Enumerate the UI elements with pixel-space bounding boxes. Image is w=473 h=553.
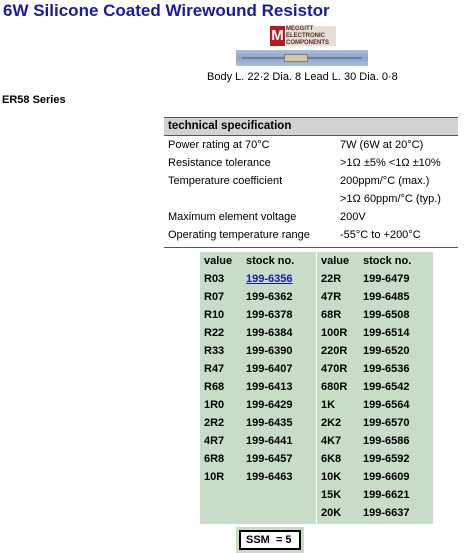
resistance-value: 47R xyxy=(321,291,342,303)
stock-number: 199-6479 xyxy=(363,273,410,285)
dimensions-text: Body L. 22·2 Dia. 8 Lead L. 30 Dia. 0·8 xyxy=(207,71,398,83)
resistor-body xyxy=(284,54,308,62)
stock-number: 199-6514 xyxy=(363,327,410,339)
spec-value: 7W (6W at 20°C) xyxy=(340,139,424,151)
series-heading: ER58 Series xyxy=(2,94,66,106)
stock-row xyxy=(200,324,316,342)
resistance-value: 680R xyxy=(321,381,348,393)
resistance-value: R07 xyxy=(204,291,225,303)
stock-row xyxy=(317,432,433,450)
spec-rows xyxy=(164,136,458,244)
logo-line: MEGGITT xyxy=(286,25,314,32)
stock-number: 199-6637 xyxy=(363,507,410,519)
stock-left-rows xyxy=(200,270,316,486)
stock-number: 199-6592 xyxy=(363,453,410,465)
resistor-image xyxy=(236,50,368,66)
resistance-value: 4R7 xyxy=(204,435,225,447)
stock-row xyxy=(317,414,433,432)
resistance-value: 68R xyxy=(321,309,342,321)
page-title: 6W Silicone Coated Wirewound Resistor xyxy=(3,1,330,20)
spec-value: >1Ω ±5% <1Ω ±10% xyxy=(340,157,441,169)
stock-number: 199-6390 xyxy=(246,345,293,357)
spec-label: Maximum element voltage xyxy=(168,211,297,223)
stock-row xyxy=(317,504,433,522)
stock-number: 199-6520 xyxy=(363,345,410,357)
spec-value: >1Ω 60ppm/°C (typ.) xyxy=(340,193,441,205)
resistance-value: 4K7 xyxy=(321,435,342,447)
stock-number: 199-6586 xyxy=(363,435,410,447)
stock-number: 199-6536 xyxy=(363,363,410,375)
stock-row xyxy=(317,378,433,396)
resistance-value: 20K xyxy=(321,507,342,519)
resistor-lead-right xyxy=(308,57,362,59)
spec-heading: technical specification xyxy=(164,117,458,136)
stock-number: 199-6508 xyxy=(363,309,410,321)
spec-label: Resistance tolerance xyxy=(168,157,271,169)
spec-row xyxy=(164,136,458,154)
resistance-value: R10 xyxy=(204,309,225,321)
stock-row xyxy=(317,486,433,504)
spec-label: Power rating at 70°C xyxy=(168,139,270,151)
logo-text xyxy=(286,26,336,46)
stock-number: 199-6570 xyxy=(363,417,410,429)
ssm-box: SSM = 5 xyxy=(239,530,301,550)
resistance-value: 10R xyxy=(204,471,225,483)
spec-row xyxy=(164,154,458,172)
stock-number: 199-6485 xyxy=(363,291,410,303)
stock-header: stock no. xyxy=(246,255,295,267)
stock-table-right xyxy=(317,252,433,524)
resistance-value: 1R0 xyxy=(204,399,225,411)
technical-spec-table xyxy=(164,117,458,248)
stock-number: 199-6609 xyxy=(363,471,410,483)
stock-row xyxy=(317,270,433,288)
stock-row xyxy=(317,288,433,306)
spec-value: 200ppm/°C (max.) xyxy=(340,175,430,187)
value-header: value xyxy=(204,255,233,267)
stock-row xyxy=(200,342,316,360)
stock-number: 199-6441 xyxy=(246,435,293,447)
stock-row xyxy=(200,468,316,486)
stock-row xyxy=(317,450,433,468)
stock-number: 199-6457 xyxy=(246,453,293,465)
resistance-value: 470R xyxy=(321,363,348,375)
value-header: value xyxy=(321,255,350,267)
stock-row xyxy=(200,306,316,324)
resistance-value: R03 xyxy=(204,273,225,285)
logo-line: COMPONENTS xyxy=(286,39,330,46)
stock-number: 199-6463 xyxy=(246,471,293,483)
spec-row xyxy=(164,226,458,244)
resistance-value: 6R8 xyxy=(204,453,225,465)
meggitt-logo xyxy=(270,26,336,46)
stock-number: 199-6384 xyxy=(246,327,293,339)
spec-value: -55°C to +200°C xyxy=(340,229,421,241)
stock-row xyxy=(200,288,316,306)
resistance-value: 220R xyxy=(321,345,348,357)
stock-row xyxy=(317,324,433,342)
resistance-value: R33 xyxy=(204,345,225,357)
resistance-value: 2K2 xyxy=(321,417,342,429)
spec-label xyxy=(164,190,340,208)
stock-right-rows xyxy=(317,270,433,522)
spec-row xyxy=(164,172,458,190)
stock-number: 199-6362 xyxy=(246,291,293,303)
stock-number: 199-6407 xyxy=(246,363,293,375)
stock-header-row xyxy=(200,252,316,270)
stock-number: 199-6564 xyxy=(363,399,410,411)
stock-row xyxy=(200,450,316,468)
stock-row xyxy=(317,306,433,324)
stock-row xyxy=(317,342,433,360)
resistance-value: 10K xyxy=(321,471,342,483)
resistance-value: 1K xyxy=(321,399,336,411)
stock-row xyxy=(200,378,316,396)
spec-row xyxy=(164,190,458,208)
stock-number: 199-6378 xyxy=(246,309,293,321)
stock-number-link[interactable]: 199-6356 xyxy=(246,273,293,285)
stock-row xyxy=(317,360,433,378)
stock-row xyxy=(317,396,433,414)
stock-header: stock no. xyxy=(363,255,412,267)
stock-table-left xyxy=(200,252,316,524)
spec-value: 200V xyxy=(340,211,366,223)
stock-number: 199-6435 xyxy=(246,417,293,429)
resistance-value: 2R2 xyxy=(204,417,225,429)
spec-row xyxy=(164,208,458,226)
spec-label: Operating temperature range xyxy=(168,229,310,241)
resistance-value: 15K xyxy=(321,489,342,501)
resistance-value: 22R xyxy=(321,273,342,285)
resistor-lead-left xyxy=(242,57,284,59)
resistance-value: R68 xyxy=(204,381,225,393)
spec-label: Temperature coefficient xyxy=(168,175,283,187)
stock-number: 199-6542 xyxy=(363,381,410,393)
stock-row xyxy=(200,414,316,432)
stock-number: 199-6621 xyxy=(363,489,410,501)
stock-header-row xyxy=(317,252,433,270)
stock-number: 199-6413 xyxy=(246,381,293,393)
resistance-value: 6K8 xyxy=(321,453,342,465)
logo-line: ELECTRONIC xyxy=(286,32,325,39)
logo-mark: M xyxy=(271,27,284,44)
resistance-value: 100R xyxy=(321,327,348,339)
spec-bottom-rule xyxy=(164,247,458,248)
stock-row xyxy=(200,270,316,288)
stock-row xyxy=(200,360,316,378)
stock-row xyxy=(200,396,316,414)
resistance-value: R22 xyxy=(204,327,225,339)
stock-row xyxy=(317,468,433,486)
stock-row xyxy=(200,432,316,450)
stock-number: 199-6429 xyxy=(246,399,293,411)
resistance-value: R47 xyxy=(204,363,225,375)
